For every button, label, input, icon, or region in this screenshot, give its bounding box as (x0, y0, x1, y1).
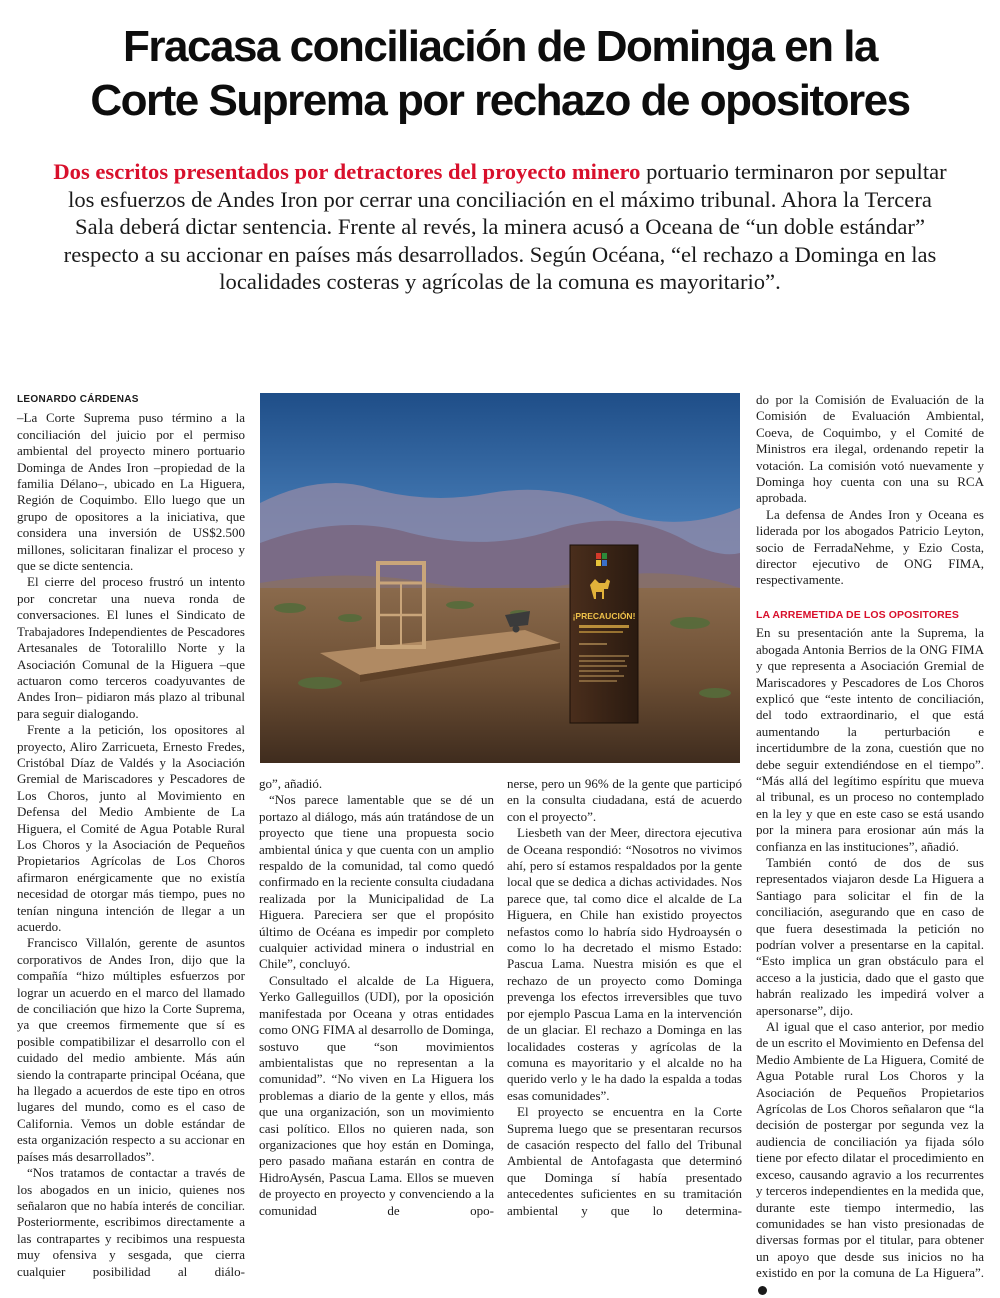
headline (0, 20, 1000, 128)
article-column-1 (17, 392, 245, 1280)
lead-line-2: los esfuerzos de Andes Iron por cerrar una conciliación en el máximo tribunal. Ahora la Tercera (68, 186, 932, 212)
lead-paragraph (0, 158, 1000, 296)
paragraph: El proyecto se encuentra en la Corte Suprema luego que se presentaran recursos de casación respecto del fallo del Tribunal Ambiental de Antofagasta que determinó que Dominga sí había presentado antecedentes suficientes en su tramitación ambiental y que lo determina- (507, 1104, 742, 1218)
article-column-4 (756, 392, 984, 1298)
paragraph-text: Al igual que el caso anterior, por medio de un escrito el Movimiento en Defensa del Medio Ambiente de La Higuera, Comité de Agua Potable rural Los Choros y la Asociación de Pequeños Propietarios Agrícolas de Los Choros señalaron que “la decisión de postergar por segunda vez la audiencia de conciliación ya fijada sólo tiene por efecto dilatar el procedimiento en exceso, causando agravio a los recurrentes y terceros independientes en la medida que, durante este tiempo intermedio, las comunidades se han visto presionadas de diversas formas por el titular, para obtener un apoyo que desde sus inicios no ha existido en por la comuna de La Higuera”. (756, 1019, 984, 1281)
article-column-3 (507, 776, 742, 1219)
paragraph: Francisco Villalón, gerente de asuntos corporativos de Andes Iron, dijo que la compañía “hizo múltiples esfuerzos por lograr un acuerdo en el marco del llamado de conciliación que hizo la Corte Suprema, ya que creemos firmemente que sí es posible compatibilizar el desarrollo con el cuidado del medio ambiente. Más aún siendo la contraparte principal Océana, que ha llegado a acuerdos de este tipo en otros lugares del mundo, como es el caso de California. Vemos un doble estándar de esta organización respecto a su accionar en países más desarrollados”. (17, 935, 245, 1164)
lead-line-3: Sala deberá dictar sentencia. Frente al revés, la minera acusó a Oceana de “un doble estándar” (75, 214, 925, 239)
paragraph: El cierre del proceso frustró un intento por concretar una nueva ronda de conversaciones. El lunes el Sindicato de Trabajadores Independientes de Pescadores Artesanales de Totoralillo Norte y la Asociación Comunal de la Higuera –que actuaron como terceros coadyuvantes de Andes Iron– pidiaron más plazo al tribunal para seguir dialogando. (17, 574, 245, 721)
paragraph: go”, añadió. (259, 776, 323, 791)
headline-line-2: Corte Suprema por rechazo de opositores (90, 76, 910, 125)
paragraph: “Nos parece lamentable que se dé un portazo al diálogo, más aún tratándose de un proyecto que tiene una propuesta socio ambiental única y que cuenta con un amplio respaldo de la comunidad, tal como quedó confirmado en la reciente consulta ciudadana realizada por la Municipalidad de La Higuera. Pareciera ser que el propósito último de Océana es impedir por completo cualquier actividad minera o industrial en Chile”, concluyó. (259, 792, 494, 972)
paragraph: Liesbeth van der Meer, directora ejecutiva de Oceana respondió: “Nosotros no vivimos ahí, pero sí estamos respaldados por la gente local que se dedica a dichas actividades. Nos parece que, tal como dice el alcalde de La Higuera, en Chile han existido proyectos nefastos como lo habría sido Hydroaysén o como lo ha decretado el mismo Estado: Pascua Lama. Nuestra misión es que el rechazo de un proyecto como Dominga prevenga los efectos irreversibles que tuvo por ejemplo Pascua Lama en la intervención de un glaciar. El rechazo a Dominga en las localidades costeras y agrícolas de la comuna es mayoritario y el alcalde no ha querido verlo y le ha dado la espalda a todas esas comunidades”. (507, 825, 742, 1103)
paragraph: –La Corte Suprema puso término a la conciliación del juicio por el permiso ambiental del proyecto minero portuario Dominga de Andes Iron –propiedad de la familia Délano–, ubicado en La Higuera, Región de Coquimbo. Ello luego que un grupo de opositores a la iniciativa, que considera una inversión de US$2.500 millones, solicitaran finalizar el proceso y que se dicte sentencia. (17, 410, 245, 574)
lead-line-1-rest: portuario terminaron por sepultar (640, 159, 947, 184)
lead-line-4: respecto a su accionar en países más desarrollados. Según Océana, “el rechazo a Dominga en las (63, 241, 937, 267)
lead-line-1 (0, 158, 1000, 186)
article-photo (260, 393, 740, 763)
landscape-photo (260, 393, 740, 763)
paragraph: Consultado el alcalde de La Higuera, Yerko Galleguillos (UDI), por la oposición manifestada por Oceana y otras entidades como ONG FIMA al desarrollo de Dominga, sostuvo que “son movimientos ambientalistas que no representan a la comunidad”. “No viven en La Higuera los problemas a diario de la gente y ellos, más que una organización, son un movimiento casi político. Ellos no quieren nada, son organizaciones que hoy están en Dominga, pero pasado mañana estarán en contra de HidroAysén, Pascua Lama. Ellos se mueven de proyecto en proyecto y convenciendo a la comunidad de opo- (259, 972, 494, 1218)
byline: LEONARDO CÁRDENAS (17, 394, 139, 405)
paragraph: También contó de dos de sus representados viajaron desde La Higuera a Santiago para solicitar el fin de la conciliación, asegurando que en caso de que fuera desestimada la petición no podrían volver a presentarse en la capital. “Esto implica un gran obstáculo para el acceso a la justicia, dado que el gasto que habrán realizado les impedirá volver a apersonarse”, dijo. (756, 854, 984, 1018)
paragraph: Frente a la petición, los opositores al proyecto, Aliro Zarricueta, Ernesto Fredes, Cristóbal Díaz de Valdés y la Asociación Gremial de Mariscadores y Pescadores de Los Choros, junto al Movimiento en Defensa del Medio Ambiente de La Higuera, el Comité de Agua Potable Rural Los Choros y la Asociación de Pequeños Propietarios Agrícolas de Los Choros afirmaron enérgicamente que no existía necesidad de otorgar más tiempo, pues no tenían ninguna intención de llegar a un acuerdo. (17, 722, 245, 934)
article-column-2 (259, 776, 494, 1219)
lead-highlight: Dos escritos presentados por detractores del proyecto minero (53, 159, 641, 184)
subheading: LA ARREMETIDA DE LOS OPOSITORES (756, 608, 960, 621)
end-mark-icon (758, 1286, 767, 1295)
paragraph: La defensa de Andes Iron y Oceana es liderada por los abogados Patricio Leyton, socio de FerradaNehme, y Ezio Costa, director ejecutivo de ONG FIMA, respectivamente. (756, 506, 984, 588)
paragraph: “Nos tratamos de contactar a través de los abogados en un inicio, quienes nos señalaron que no había interés de conciliar. Posteriormente, escribimos directamente a las contrapartes y recibimos una respuesta muy ofensiva y sesgada, que cierra cualquier posibilidad al diálo- (17, 1165, 245, 1279)
paragraph: nerse, pero un 96% de la gente que participó en la consulta ciudadana, está de acuerdo con el proyecto”. (507, 776, 742, 824)
paragraph: do por la Comisión de Evaluación de la Comisión de Evaluación Ambiental, Coeva, de Coquimbo, y el Comité de Ministros era ilegal, ordenando repetir la votación. La comisión votó nuevamente y Dominga hoy cuenta con una su RCA aprobada. (756, 392, 984, 506)
paragraph-last (756, 1019, 984, 1298)
headline-line-1: Fracasa conciliación de Dominga en la (123, 22, 877, 71)
paragraph: En su presentación ante la Suprema, la abogada Antonia Berrios de la ONG FIMA y que representa a Asociación Gremial de Mariscadores y Pescadores de Los Choros explicó que “este intento de conciliación, del todo extraordinario, el que está aumentando la perturbación e incertidumbre de la zona, cuestión que no debe seguir extendiéndose en el tiempo”. “Más allá del legítimo espíritu que mueva al tribunal, es un proceso no contemplado en la ley y que en este caso se está usando por la minera para erosionar aún más la confianza en las instituciones”, añadió. (756, 625, 984, 854)
lead-line-5: localidades costeras y agrícolas de la comuna es mayoritario”. (219, 269, 781, 294)
sign-title: ¡PRECAUCIÓN! (572, 611, 636, 621)
